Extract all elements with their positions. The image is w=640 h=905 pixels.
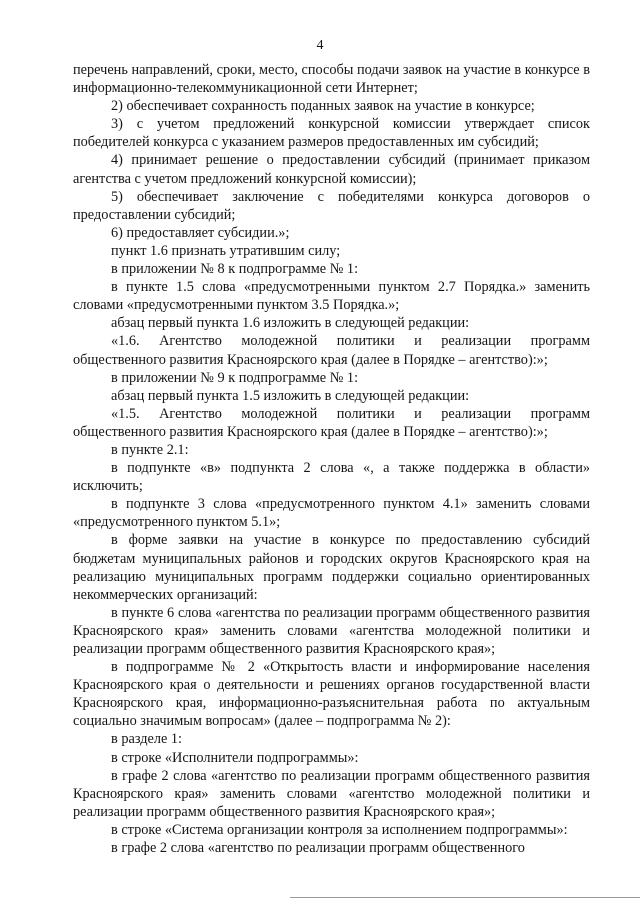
page-number: 4 [316,38,324,53]
paragraph-12: в приложении № 9 к подпрограмме № 1: [111,369,359,386]
paragraph-13: абзац первый пункта 1.5 изложить в следующей редакции: [111,387,470,404]
paragraph-15: в пункте 2.1: [111,441,189,458]
document-body [73,61,590,857]
paragraph-20: в подпрограмме № 2 «Открытость власти и информирование населения Красноярского края о деятельности и решениях органов государственной власти Красноярского края, информационно-разъяснительная работа по актуальным социально значимым вопросам» (далее – подпрограмма № 2): [73,659,590,730]
paragraph-4: 4) принимает решение о предоставлении субсидий (принимает приказом агентства с учетом предложений конкурсной комиссии); [73,152,590,187]
paragraph-23: в графе 2 слова «агентство по реализации программ общественного развития Красноярского края» заменить словами «агентство молодежной политики и реализации программ общественного развития Красноярского края»; [73,767,590,820]
paragraph-18: в форме заявки на участие в конкурсе по предоставлению субсидий бюджетам муниципальных районов и городских округов Красноярского края на реализацию муниципальных программ поддержки социально ориентированных некоммерческих организаций: [73,532,590,603]
paragraph-3: 3) с учетом предложений конкурсной комиссии утверждает список победителей конкурса с указанием размеров предоставленных им субсидий; [73,116,590,151]
paragraph-8: в приложении № 8 к подпрограмме № 1: [111,261,359,278]
paragraph-2: 2) обеспечивает сохранность поданных заявок на участие в конкурсе; [111,98,535,115]
paragraph-5: 5) обеспечивает заключение с победителями конкурса договоров о предоставлении субсидий; [73,188,590,223]
paragraph-17: в подпункте 3 слова «предусмотренного пунктом 4.1» заменить словами «предусмотренного пунктом 5.1»; [73,496,590,531]
scan-edge-line [290,897,640,898]
paragraph-10: абзац первый пункта 1.6 изложить в следующей редакции: [111,315,470,332]
paragraph-9: в пункте 1.5 слова «предусмотренными пунктом 2.7 Порядка.» заменить словами «предусмотренными пунктом 3.5 Порядка.»; [73,279,590,314]
paragraph-11: «1.6. Агентство молодежной политики и реализации программ общественного развития Красноярского края (далее в Порядке – агентство):»; [73,333,590,368]
paragraph-22: в строке «Исполнители подпрограммы»: [111,749,359,766]
paragraph-16: в подпункте «в» подпункта 2 слова «, а также поддержка в области» исключить; [73,460,590,495]
paragraph-24: в строке «Система организации контроля за исполнением подпрограммы»: [111,821,568,838]
paragraph-14: «1.5. Агентство молодежной политики и реализации программ общественного развития Красноярского края (далее в Порядке – агентство):»; [73,405,590,440]
paragraph-19: в пункте 6 слова «агентства по реализации программ общественного развития Красноярского края» заменить словами «агентства молодежной политики и реализации программ общественного развития Красноярского края»; [73,604,590,657]
paragraph-7: пункт 1.6 признать утратившим силу; [111,242,341,259]
paragraph-25: в графе 2 слова «агентство по реализации программ общественного [111,840,525,857]
paragraph-21: в разделе 1: [111,731,183,748]
paragraph-6: 6) предоставляет субсидии.»; [111,224,290,241]
paragraph-1: перечень направлений, сроки, место, способы подачи заявок на участие в конкурсе в информационно-телекоммуникационной сети Интернет; [73,62,590,97]
